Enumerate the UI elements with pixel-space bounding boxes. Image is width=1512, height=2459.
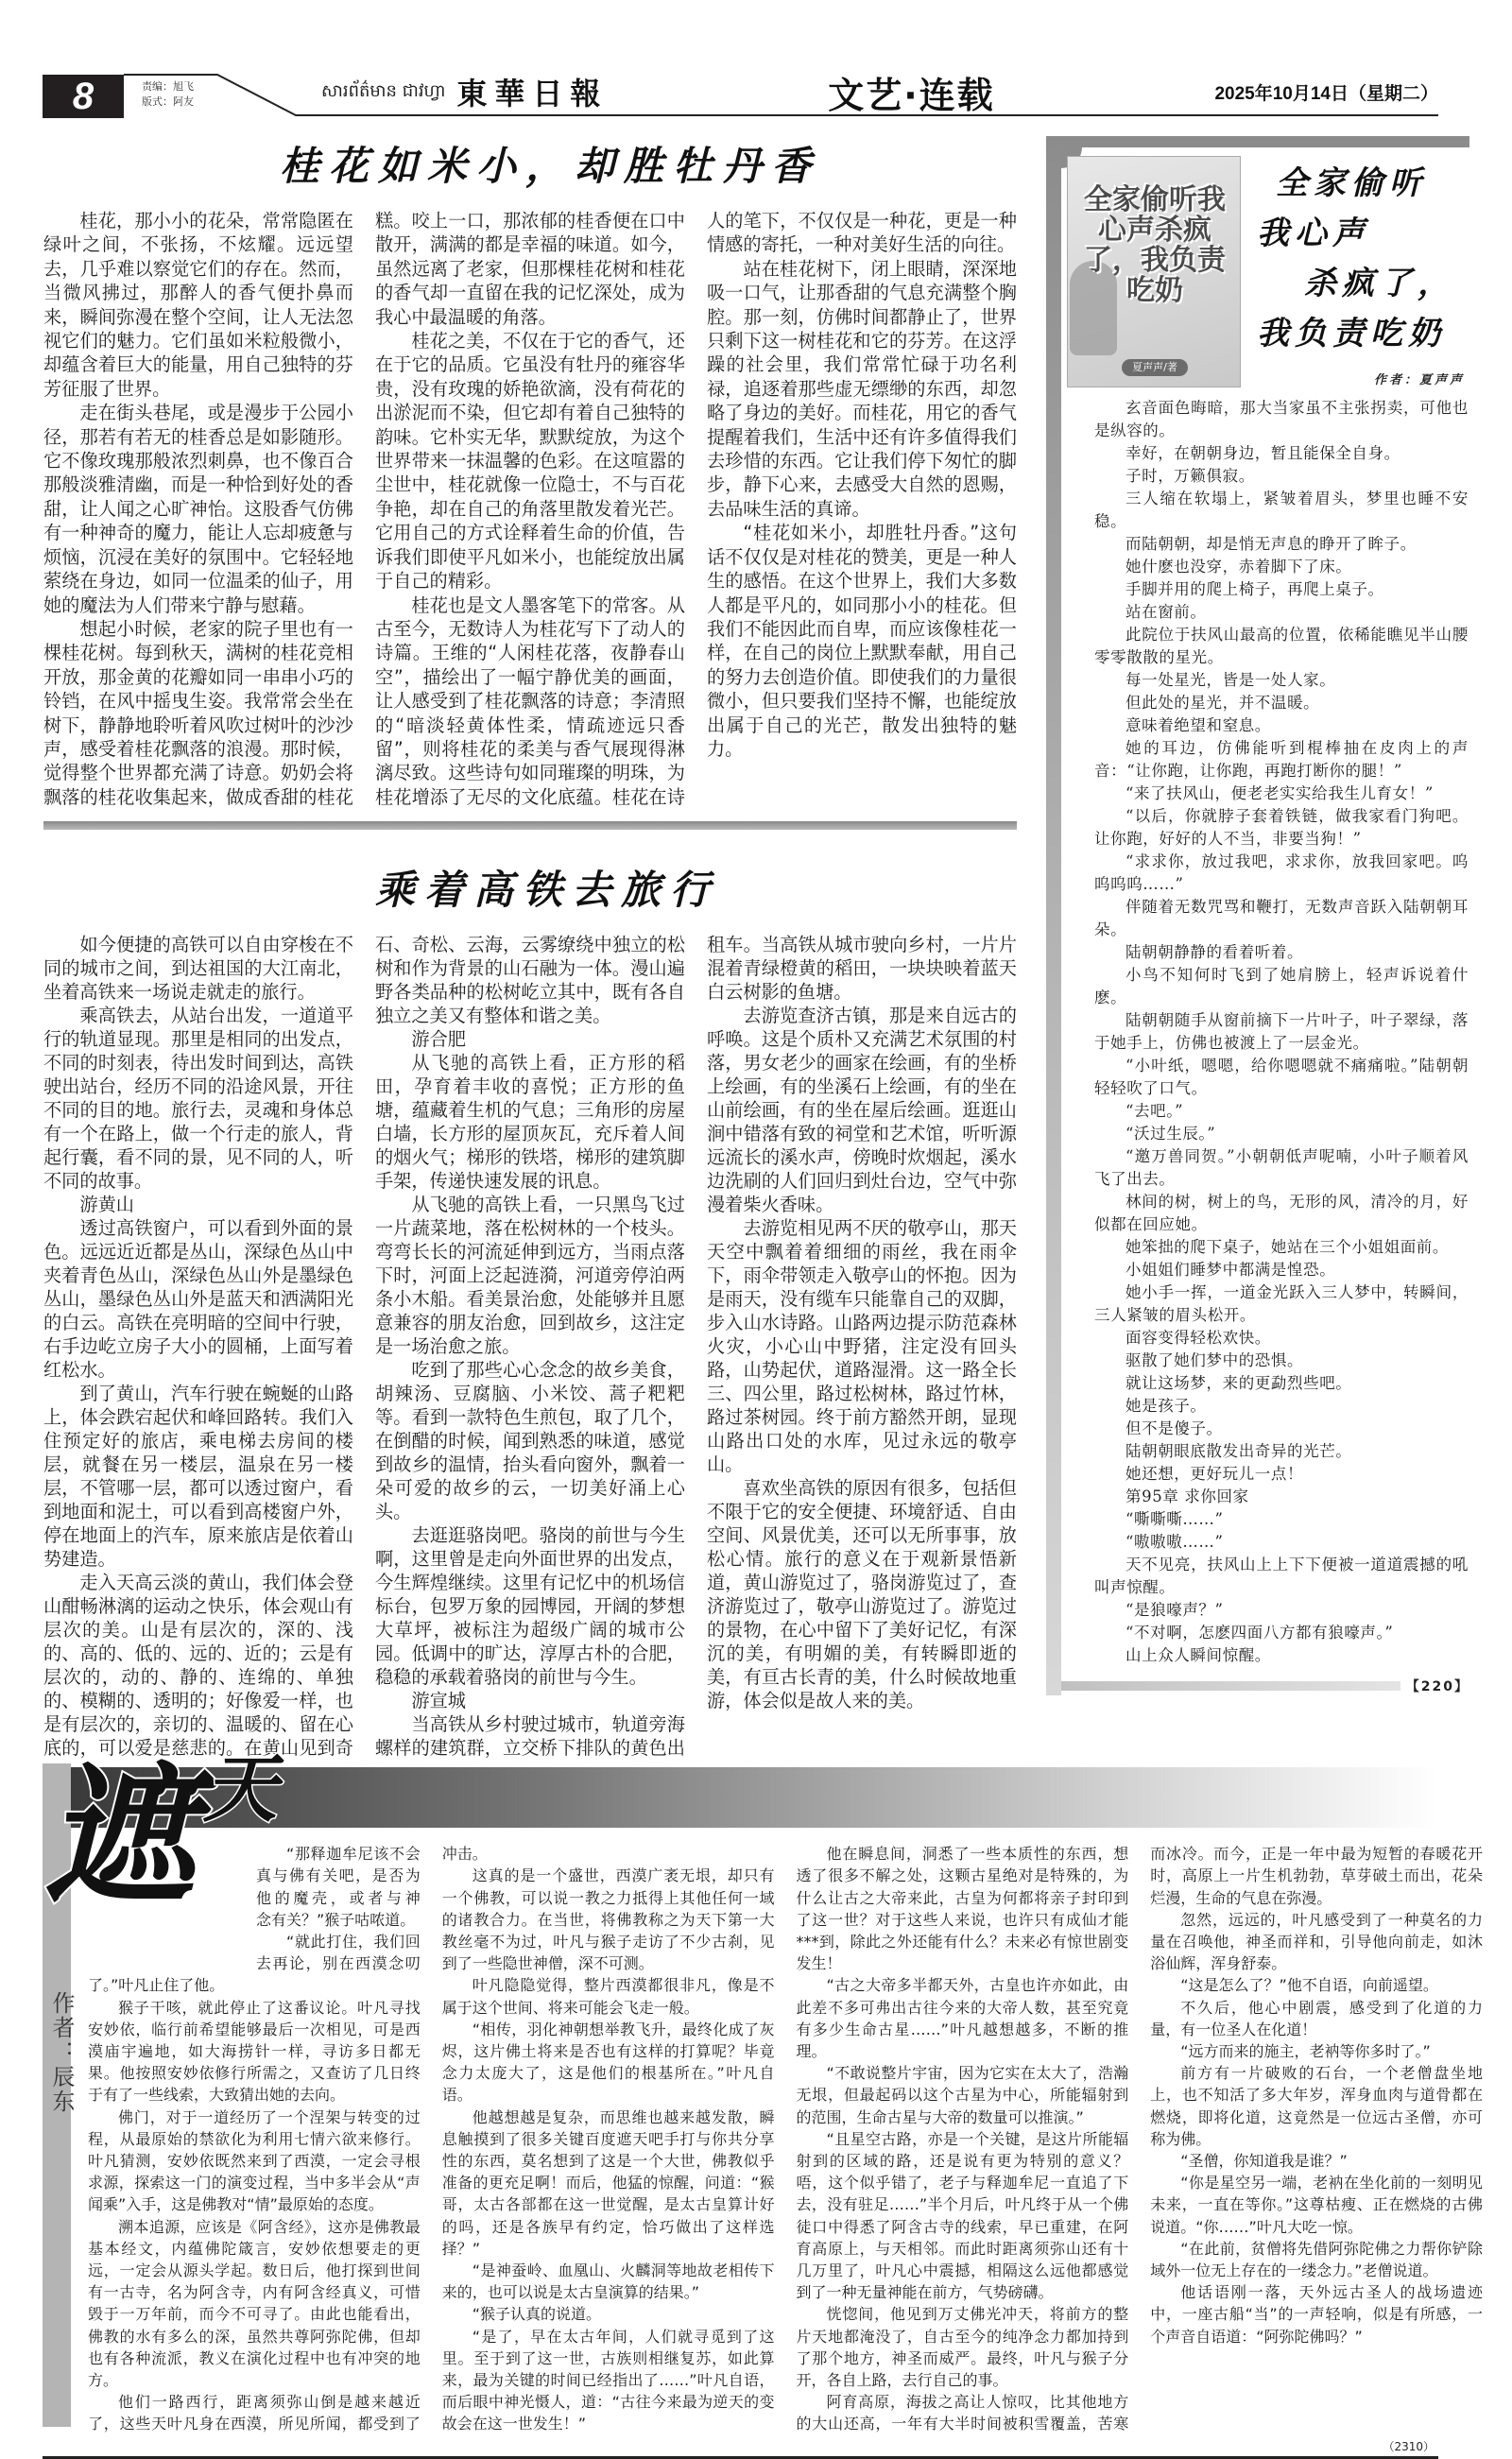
paragraph: 她什麽也没穿，赤着脚下了床。 bbox=[1125, 558, 1352, 576]
paragraph: 吃到了那些心心念念的故乡美食，胡辣汤、豆腐脑、小米饺、蒿子粑粑等。看到一款特色生煎包，取了几个，在倒醋的时候，闻到熟悉的味道，感觉到故乡的温情，抬头看向窗外，飘着一朵可爱的故乡的云，一切美好涌上心头。 bbox=[375, 1359, 685, 1523]
subheading: 游合肥 bbox=[411, 1028, 466, 1051]
paragraph: “这是怎么了？”他不自语，向前遥望。 bbox=[1180, 1976, 1438, 1995]
paragraph: “不敢说整片宇宙，因为它实在太大了，浩瀚无垠，但最起码以这个古星为中心，所能辐射到的范围，生命古星与大帝的数量可以推演。” bbox=[796, 2064, 1129, 2126]
paragraph: 去逛逛骆岗吧。骆岗的前世与今生啊，这里曾是走向外面世界的出发点，今生辉煌继续。这里有记忆中的机场信标台，包罗万象的园博园，开阔的梦想大草坪，被标注为超级广阔的城市公园。低调中的旷达，淳厚古朴的合肥，稳稳的承载着骆岗的前世与今生。 bbox=[375, 1524, 685, 1689]
serial1-title-line: 我心声 bbox=[1257, 215, 1370, 252]
paragraph: 喜欢坐高铁的原因有很多，包括但不限于它的安全便捷、环境舒适、自由空间、风景优美，还可以无所事事，放松心情。旅行的意义在于观新景悟新道，黄山游览过了，骆岗游览过了，查济游览过了，敬亭山游览过了。游览过的景物，在心中留下了美好记忆，有深沉的美，有明媚的美，有转瞬即逝的美，有亘古长青的美，什么时候故地重游，体会似是故人来的美。 bbox=[707, 1477, 1017, 1712]
paragraph: 她笨拙的爬下桌子，她站在三个小姐姐面前。 bbox=[1125, 1238, 1449, 1256]
paragraph: “是神蚕岭、血凰山、火麟洞等地故老相传下来的，也可以说是太古皇演算的结果。” bbox=[441, 2261, 775, 2302]
page-header bbox=[0, 0, 1512, 136]
serial1-footer bbox=[1061, 1677, 1469, 1695]
cover-title: 全家偷听我心声杀疯了，我负责吃奶 bbox=[1084, 183, 1226, 307]
paragraph: 陆朝朝静静的看着听着。 bbox=[1125, 943, 1304, 961]
paragraph: 当高铁从乡村驶过城市，轨道旁海螺样的建筑群，立交桥下排队的黄色出租车。当高铁从城市驶向乡村，一片片混着青绿橙黄的稻田，一块块映着蓝天白云树影的鱼塘。 bbox=[375, 934, 1017, 1760]
paragraph: 他越想越是复杂，而思维也越来越发散，瞬息触摸到了很多关键百度遮天吧手打与你共分享性的东西，莫名想到了这是一个大世，佛教似乎准备的更充足啊！而后，他猛的惊醒，问道：“猴哥，太古各部都在这一世觉醒，是太古皇算计好的吗，还是各族早有约定，恰巧做出了这样选择？” bbox=[441, 2107, 775, 2258]
sidebar bbox=[1046, 136, 1469, 1695]
serial1-box bbox=[1046, 136, 1469, 1695]
paragraph: 但不是傻子。 bbox=[1125, 1419, 1223, 1437]
serial1-title-line: 杀疯了， bbox=[1304, 265, 1455, 302]
cover-author: 夏声声/著 bbox=[1122, 359, 1188, 376]
paragraph: “不对啊，怎麽四面八方都有狼嚎声。” bbox=[1125, 1624, 1394, 1642]
paragraph: 桂花也是文人墨客笔下的常客。从古至今，无数诗人为桂花写下了动人的诗篇。王维的“人闲桂花落，夜静春山空”，描绘出了一幅宁静优美的画面，让人感受到了桂花飘落的诗意；李清照的“暗淡轻黄体性柔，情疏迹远只香留”，则将桂花的柔美与香气展现得淋漓尽致。这些诗句如同璀璨的明珠，为桂花增添了无尽的文化底蕴。桂花在诗人的笔下，不仅仅是一种花，更是一种情感的寄托，一种对美好生活的向往。 bbox=[375, 210, 1017, 808]
paragraph: “小叶纸，嗯嗯，给你嗯嗯就不痛痛啦。”陆朝朝轻轻吹了口气。 bbox=[1094, 1057, 1469, 1097]
paragraph: 玄音面色晦暗，那大当家虽不主张拐卖，可他也是纵容的。 bbox=[1094, 399, 1469, 439]
paragraph: 阿育高原，海拔之高让人惊叹，比其他地方的大山还高，一年有大半时间被积雪覆盖，苦寒而冰冷。而今，正是一年中最为短暂的春暖花开时，高原上一片生机勃勃，草芽破土而出，花朵烂漫，生命的气息在弥漫。 bbox=[796, 1845, 1483, 2433]
paragraph: 如今便捷的高铁可以自由穿梭在不同的城市之间，到达祖国的大江南北，坐着高铁来一场说走就走的旅行。 bbox=[43, 934, 353, 1004]
paragraph: “相传，羽化神朝想举教飞升，最终化成了灰烬，这片佛土将来是否也有这样的打算呢？毕竟念力太庞大了，这是他们的根基所在。”叶凡自语。 bbox=[441, 2020, 775, 2105]
paragraph: 忽然，远远的，叶凡感受到了一种莫名的力量在召唤他，神圣而祥和，引导他向前走，如沐浴仙辉，浑身舒泰。 bbox=[1150, 1910, 1483, 1973]
main-area bbox=[43, 136, 1469, 1760]
article1-title: 桂花如米小，却胜牡丹香 bbox=[280, 143, 821, 189]
paragraph: 但此处的星光，并不温暖。 bbox=[1125, 694, 1320, 712]
paragraph: “远方而来的施主，老衲等你多时了。” bbox=[1180, 2041, 1431, 2060]
paragraph: 他们一路西行，距离须弥山倒是越来越近了，这些天叶凡身在西漠，所见所闻，都受到了冲击。 bbox=[88, 1845, 488, 2433]
paragraph: 恍惚间，他见到万丈佛光冲天，将前方的整片天地都淹没了，自古至今的纯净念力都加持到了那个地方，神圣而威严。最终，叶凡与猴子分开，各自上路，去行自己的事。 bbox=[796, 2305, 1129, 2390]
paragraph: 子时，万籁俱寂。 bbox=[1125, 467, 1255, 485]
paragraph: 猴子干咳，就此停止了这番议论。叶凡寻找安妙依，临行前希望能够最后一次相见，可是西漠庙宇遍地，如大海捞针一样，寻访多日都无果。他按照安妙依修行所需之，又查访了几日终于有了一些线索，大致猜出她的去向。 bbox=[88, 1998, 421, 2105]
paragraph: 佛门，对于一道经历了一个涅架与转变的过程，从最原始的禁欲化为利用七情六欲来修行。叶凡猜测，安妙依既然来到了西漠，一定会寻根求源，探索这一门的演变过程，当中多半会从“声闻乘”入手，这是佛教对“情”最原始的态度。 bbox=[88, 2107, 421, 2214]
paragraph: 驱散了她们梦中的恐惧。 bbox=[1125, 1351, 1304, 1369]
paragraph: 第95章 求你回家 bbox=[1125, 1487, 1249, 1505]
paragraph: 透过高铁窗户，可以看到外面的景色。远远近近都是丛山，深绿色丛山中夹着青色丛山，深绿色丛山外是墨绿色丛山，墨绿色丛山外是蓝天和洒满阳光的白云。高铁在亮明暗的空间中行驶，右手边屹立房子大小的圆桶，上面写着红松水。 bbox=[43, 1217, 353, 1382]
masthead-khmer: សារព័ត៌មាន ជាវហ្វា bbox=[321, 80, 446, 101]
section-divider bbox=[43, 821, 1017, 830]
paragraph: 去游览查济古镇，那是来自远古的呼唤。这是个质朴又充满艺术氛围的村落，男女老少的画家在绘画，有的坐桥上绘画，有的坐溪石上绘画，有的坐在山前绘画，有的坐在屋后绘画。逛逛山涧中错落有致的祠堂和艺术馆，听听源远流长的溪水声，傍晚时炊烟起，溪水边洗刷的人们回归到灶台边，空气中弥漫着柴火香味。 bbox=[707, 1005, 1017, 1216]
paragraph: “桂花如米小，却胜牡丹香。”这句话不仅仅是对桂花的赞美，更是一种人生的感悟。在这个世界上，我们大多数人都是平凡的，如同那小小的桂花。但我们不能因此而自卑，而应该像桂花一样，在自己的岗位上默默奉献，用自己的努力去创造价值。即使我们的力量很微小，但只要我们坚持不懈，也能绽放出属于自己的光芒，散发出独特的魅力。 bbox=[707, 522, 1017, 760]
paragraph: 走在街头巷尾，或是漫步于公园小径，那若有若无的桂香总是如影随形。它不像玫瑰那般浓烈刺鼻，也不像百合那般淡雅清幽，而是一种恰到好处的香甜，让人闻之心旷神怡。这股香气仿佛有一种神奇的魔力，能让人忘却疲惫与烦恼，沉浸在美好的氛围中。它轻轻地萦绕在身边，如同一位温柔的仙子，用她的魔法为人们带来宁静与慰藉。 bbox=[43, 402, 353, 616]
paragraph: 小鸟不知何时飞到了她肩膀上，轻声诉说着什麽。 bbox=[1094, 966, 1469, 1006]
paragraph: 不久后，他心中剧震，感受到了化道的力量，有一位圣人在化道！ bbox=[1150, 1998, 1483, 2038]
paragraph: “沃过生辰。” bbox=[1125, 1125, 1216, 1143]
paragraph: 从飞驰的高铁上看，正方形的稻田，孕育着丰收的喜悦；正方形的鱼塘，蕴藏着生机的气息；三角形的房屋白墙，长方形的屋顶灰瓦，充斥着人间的烟火气；梯形的铁塔，梯形的建筑脚手架，传递快速发展的讯息。 bbox=[375, 1052, 685, 1193]
serial2-author: 作者：辰东 bbox=[48, 1991, 75, 2115]
sidebar-frame-left bbox=[1046, 136, 1061, 1695]
paragraph: 手脚并用的爬上椅子，再爬上桌子。 bbox=[1125, 580, 1384, 598]
serial1-installment: 【220】 bbox=[1405, 1679, 1469, 1694]
paragraph: 从飞驰的高铁上看，一只黑鸟飞过一片蔬菜地，落在松树林的一个枝头。弯弯长长的河流延伸到远方，当雨点落下时，河面上泛起涟漪，河道旁停泊两条小木船。看美景治愈，处能够并且愿意兼容的朋友治愈，回到故乡，这注定是一场治愈之旅。 bbox=[375, 1194, 685, 1358]
header-row bbox=[321, 70, 1438, 116]
paragraph: 伴随着无数咒骂和鞭打，无数声音跃入陆朝朝耳朵。 bbox=[1094, 898, 1469, 938]
book-cover-image bbox=[1067, 156, 1241, 387]
left-articles bbox=[43, 136, 1017, 1760]
paragraph: 叶凡隐隐觉得，整片西漠都很非凡，像是不属于这个世间、将来可能会飞走一般。 bbox=[441, 1976, 775, 2017]
article1-header bbox=[43, 136, 1017, 209]
paragraph: “在此前，贫僧将先借阿弥陀佛之力帮你铲除域外一位无上存在的一缕念力。”老僧说道。 bbox=[1150, 2239, 1483, 2280]
paragraph: “猴子认真的说道。 bbox=[472, 2305, 602, 2324]
paragraph: 就让这场梦，来的更勐烈些吧。 bbox=[1125, 1374, 1352, 1392]
paragraph: 想起小时候，老家的院子里也有一棵桂花树。每到秋天，满树的桂花竞相开放，那金黄的花瓣如同一串串小巧的铃铛，在风中摇曳生姿。我常常会坐在树下，静静地聆听着风吹过树叶的沙沙声，感受着桂花飘落的浪漫。那时候，觉得整个世界都充满了诗意。奶奶会将飘落的桂花收集起来，做成香甜的桂花糕。咬上一口，那浓郁的桂香便在口中散开，满满的都是幸福的味道。如今，虽然远离了老家，但那棵桂花树和桂花的香气却一直留在我的记忆深处，成为我心中最温暖的角落。 bbox=[43, 210, 685, 808]
paragraph: “来了扶风山，便老老实实给我生儿育女！” bbox=[1125, 784, 1434, 802]
serial2-section bbox=[43, 1746, 1483, 2458]
paragraph: 幸好，在朝朝身边，暂且能保全自身。 bbox=[1125, 444, 1400, 462]
paragraph: “嘶嘶嘶……” bbox=[1125, 1510, 1224, 1528]
section-title: 文艺·连载 bbox=[828, 74, 995, 116]
serial1-author: 作者：夏声声 bbox=[1373, 373, 1465, 387]
sidebar-frame-bottom bbox=[1061, 1681, 1400, 1691]
paragraph: 他在瞬息间，洞悉了一些本质性的东西，想透了很多不解之处，这颗古星绝对是特殊的，为什么让古之大帝来此，古皇为何都将亲子封印到了这一世？对于这些人来说，也许只有成仙才能***到，除此之外还能有什么？未来必有惊世剧变发生！ bbox=[796, 1845, 1129, 1973]
paragraph: 前方有一片破败的石台，一个老僧盘坐地上，也不知活了多大年岁，浑身血肉与道骨都在燃烧，即将化道，这竟然是一位远古圣僧，亦可称为佛。 bbox=[1150, 2064, 1483, 2148]
paragraph: 她是孩子。 bbox=[1125, 1397, 1207, 1415]
paragraph: 陆朝朝随手从窗前摘下一片叶子，叶子翠绿，落于她手上，仿佛也被渡上了一层金光。 bbox=[1094, 1011, 1469, 1052]
paragraph: “嗷嗷嗷……” bbox=[1125, 1533, 1224, 1551]
paragraph: 她还想，更好玩儿一点！ bbox=[1125, 1465, 1304, 1483]
paragraph: 到了黄山，汽车行驶在蜿蜒的山路上，体会跌宕起伏和峰回路转。我们入住预定好的旅店，乘电梯去房间的楼层，就餐在另一楼层，温泉在另一楼层，不管哪一层，都可以透过窗户，看到地面和泥土，可以看到高楼窗户外，停在地面上的汽车，原来旅店是依着山势建造。 bbox=[43, 1383, 353, 1571]
paragraph: 站在窗前。 bbox=[1125, 603, 1207, 621]
serial1-title-line: 我负责吃奶 bbox=[1257, 315, 1446, 353]
paragraph: 桂花之美，不仅在于它的香气，还在于它的品质。它虽没有牡丹的雍容华贵，没有玫瑰的娇艳欲滴，没有荷花的出淤泥而不染，但它却有着自己独特的韵味。它朴实无华，默默绽放，为这个世界带来一抹温馨的色彩。在这喧嚣的尘世中，桂花就像一位隐士，不与百花争艳，却在自己的角落里散发着光芒。它用自己的方式诠释着生命的价值，告诉我们即使平凡如米小，也能绽放出属于自己的精彩。 bbox=[375, 330, 685, 593]
paragraph: 去游览相见两不厌的敬亭山，那天天空中飘着着细细的雨丝，我在雨伞下，雨伞带领走入敬亭山的怀抱。因为是雨天，没有缆车只能靠自己的双脚，步入山水诗路。山路两边提示防范森林火灾，小心山中野猪，注定没有回头路，山势起伏，道路湿滑。这一路全长三、四公里，路过松树林，路过竹林，路过茶树园。终于前方豁然开朗，显现山路出口处的水库，见过永远的敬亭山。 bbox=[707, 1217, 1017, 1476]
serial2-title-char: 遮 bbox=[43, 1746, 196, 1925]
paragraph: “圣僧，你知道我是谁？” bbox=[1180, 2152, 1348, 2170]
paragraph: 她的耳边，仿佛能听到棍棒抽在皮肉上的声音：“让你跑，让你跑，再跑打断你的腿！” bbox=[1094, 739, 1469, 780]
editor-credits bbox=[142, 79, 194, 110]
editor-name: 责编：旭飞 bbox=[142, 80, 194, 93]
article2-body bbox=[43, 933, 1017, 1760]
paragraph: 溯本追源，应该是《阿含经》，这亦是佛教最基本经文，内蕴佛陀箴言，安妙依想要走的更远，一定会从源头学起。数日后，他打探到世间有一古寺，名为阿含寺，内有阿含经真义，可惜毁于一万年前，而今不可寻了。由此也能看出，佛教的水有多么的深，虽然共尊阿弥陀佛，但却也有各种流派，教义在演化过程中也有冲突的地方。 bbox=[88, 2217, 421, 2390]
paragraph: “且星空古路，亦是一个关键，是这片所能辐射到的区域的路，还是说有更为特别的意义？唔，这个似乎错了，老子与释迦牟尼一直追了下去，没有驻足……”半个月后，叶凡终于从一个佛徒口中得悉了阿含古寺的线索，早已重建，在阿育高原上，与天相邻。而此时距离须弥山还有十几万里了，叶凡心中震撼，相隔这么远他都感觉到了一种无量神能在前方，气势磅礴。 bbox=[796, 2129, 1129, 2302]
paragraph: 小姐姐们睡梦中都满是惶恐。 bbox=[1125, 1261, 1336, 1279]
serial1-body bbox=[1094, 397, 1469, 1667]
paragraph: 这真的是一个盛世，西漠广袤无垠，却只有一个佛教，可以说一教之力抵得上其他任何一域的诸教合力。在当世，将佛教称之为天下第一大教丝毫不为过，叶凡与猴子走访了不少古刹，见到了一些隐世神僧，深不可测。 bbox=[441, 1866, 775, 1973]
paragraph: “古之大帝多半都天外，古皇也许亦如此，由此差不多可弗出古往今来的大帝人数，甚至究竟有多少生命古星……”叶凡越想越多，不断的推理。 bbox=[796, 1976, 1129, 2060]
serial2-installment: （2310） bbox=[1383, 2439, 1435, 2453]
serial1-head bbox=[1061, 147, 1469, 397]
subheading: 游宣城 bbox=[411, 1690, 466, 1712]
serial2-body bbox=[88, 1763, 1483, 2434]
paragraph: 天不见亮，扶风山上上下下便被一道道震撼的吼叫声惊醒。 bbox=[1094, 1556, 1469, 1596]
masthead bbox=[321, 70, 608, 113]
serial1-title bbox=[1257, 159, 1469, 359]
paragraph: 林间的树，树上的鸟，无形的风，清冷的月，好似都在回应她。 bbox=[1094, 1193, 1469, 1233]
paragraph: “就此打住，我们回去再论，别在西漠念叨了。”叶凡止住了他。 bbox=[88, 1932, 421, 1995]
paragraph: 面容变得轻松欢快。 bbox=[1125, 1329, 1271, 1347]
subheading: 游黄山 bbox=[79, 1194, 134, 1216]
paragraph: “你是星空另一端，老衲在坐化前的一刻明见未来，一直在等你。”这尊枯瘦、正在燃烧的古佛说道。“你……”叶凡大吃一惊。 bbox=[1150, 2174, 1483, 2236]
article2-title: 乘着高铁去旅行 bbox=[375, 867, 720, 914]
paragraph: “是了，早在太古年间，人们就寻觅到了这里。至于到了这一世，古族则相继复苏，如此算来，最为关键的时间已经指出了……”叶凡自语，而后眼中神光慑人，道：“古往今来最为逆天的变故会在这一世发生！” bbox=[441, 2327, 775, 2433]
paragraph: “以后，你就脖子套着铁链，做我家看门狗吧。让你跑，好好的人不当，非要当狗！” bbox=[1094, 807, 1469, 848]
page-number: 8 bbox=[43, 75, 124, 118]
paragraph: 陆朝朝眼底散发出奇异的光芒。 bbox=[1125, 1442, 1352, 1460]
paragraph: 此院位于扶风山最高的位置，依稀能瞧见半山腰零零散散的星光。 bbox=[1094, 626, 1469, 666]
article1-body bbox=[43, 209, 1017, 809]
paragraph: “那释迦牟尼该不会真与佛有关吧，是否为他的魔壳，或者与神 念有关？”猴子咕哝道。 bbox=[256, 1845, 436, 1929]
paragraph: 桂花，那小小的花朵，常常隐匿在绿叶之间，不张扬，不炫耀。远远望去，几乎难以察觉它们的存在。然而，当微风拂过，那醉人的香气便扑鼻而来，瞬间弥漫在整个空间，让人无法忽视它们的魅力。它们虽如米粒般微小，却蕴含着巨大的能量，用自己独特的芬芳征服了世界。 bbox=[43, 210, 353, 400]
paragraph: 而陆朝朝，却是悄无声息的睁开了眸子。 bbox=[1125, 535, 1417, 553]
sidebar-frame-top bbox=[1046, 136, 1469, 147]
paragraph: 她小手一挥，一道金光跃入三人梦中，转瞬间，三人紧皱的眉头松开。 bbox=[1094, 1283, 1469, 1324]
layout-name: 版式：阿友 bbox=[142, 95, 194, 108]
serial2-title-char: 天 bbox=[203, 1746, 278, 1833]
paragraph: 三人缩在软塌上，紧皱着眉头，梦里也睡不安稳。 bbox=[1094, 490, 1469, 530]
paragraph: 山上众人瞬间惊醒。 bbox=[1125, 1646, 1271, 1664]
paragraph: “去吧。” bbox=[1125, 1102, 1184, 1120]
paragraph: “邀万兽同贺。”小朝朝低声呢喃，小叶子顺着风飞了出去。 bbox=[1094, 1147, 1469, 1188]
paragraph: 每一处星光，皆是一处人家。 bbox=[1125, 671, 1336, 689]
paragraph: “求求你，放过我吧，求求你，放我回家吧。呜呜呜呜……” bbox=[1094, 852, 1469, 893]
page-bottom-rule bbox=[43, 2456, 1438, 2459]
paragraph: 走入天高云淡的黄山，我们体会登山酣畅淋漓的运动之快乐，体会观山有层次的美。山是有层次的，深的、浅的、高的、低的、远的、近的；云是有层次的，动的、静的、连绵的、单独的、模糊的、透明的；好像爱一样，也是有层次的，亲切的、温暖的、留在心底的，可以爱是慈悲的。在黄山见到奇石、奇松、云海，云雾缭绕中独立的松树和作为背景的山石融为一体。漫山遍野各类品种的松树屹立其中，既有各自独立之美又有整体和谐之美。 bbox=[43, 934, 685, 1760]
serial1-title-line: 全家偷听 bbox=[1276, 164, 1427, 202]
masthead-chinese: 東華日報 bbox=[456, 76, 609, 112]
article2-header bbox=[43, 830, 1017, 933]
paragraph: 乘高铁去，从站台出发，一道道平行的轨道显现。那里是相同的出发点，不同的时刻表，待出发时间到达，高铁驶出站台，经历不同的沿途风景，开往不同的目的地。旅行去，灵魂和身体总有一个在路上，做一个行走的旅人，背起行囊，看不同的景，见不同的人，听不同的故事。 bbox=[43, 1005, 353, 1193]
paragraph: 意味着绝望和窒息。 bbox=[1125, 716, 1271, 734]
paragraph: 站在桂花树下，闭上眼睛，深深地吸一口气，让那香甜的气息充满整个胸腔。那一刻，仿佛时间都静止了，世界只剩下这一树桂花和它的芬芳。在这浮躁的社会里，我们常常忙碌于功名利禄，追逐着那些虚无缥缈的东西，却忽略了身边的美好。而桂花，用它的香气提醒着我们，生活中还有许多值得我们去珍惜的东西。它让我们停下匆忙的脚步，静下心来，去感受大自然的恩赐，去品味生活的真谛。 bbox=[707, 257, 1017, 520]
paragraph: “是狼嚎声？” bbox=[1125, 1601, 1224, 1619]
paragraph: 他话语刚一落，天外远古圣人的战场遗迹中，一座古船“当”的一声轻响，似是有所感，一个声音自语道：“阿弥陀佛吗？” bbox=[1150, 2283, 1483, 2346]
issue-date: 2025年10月14日（星期二） bbox=[1214, 83, 1438, 104]
